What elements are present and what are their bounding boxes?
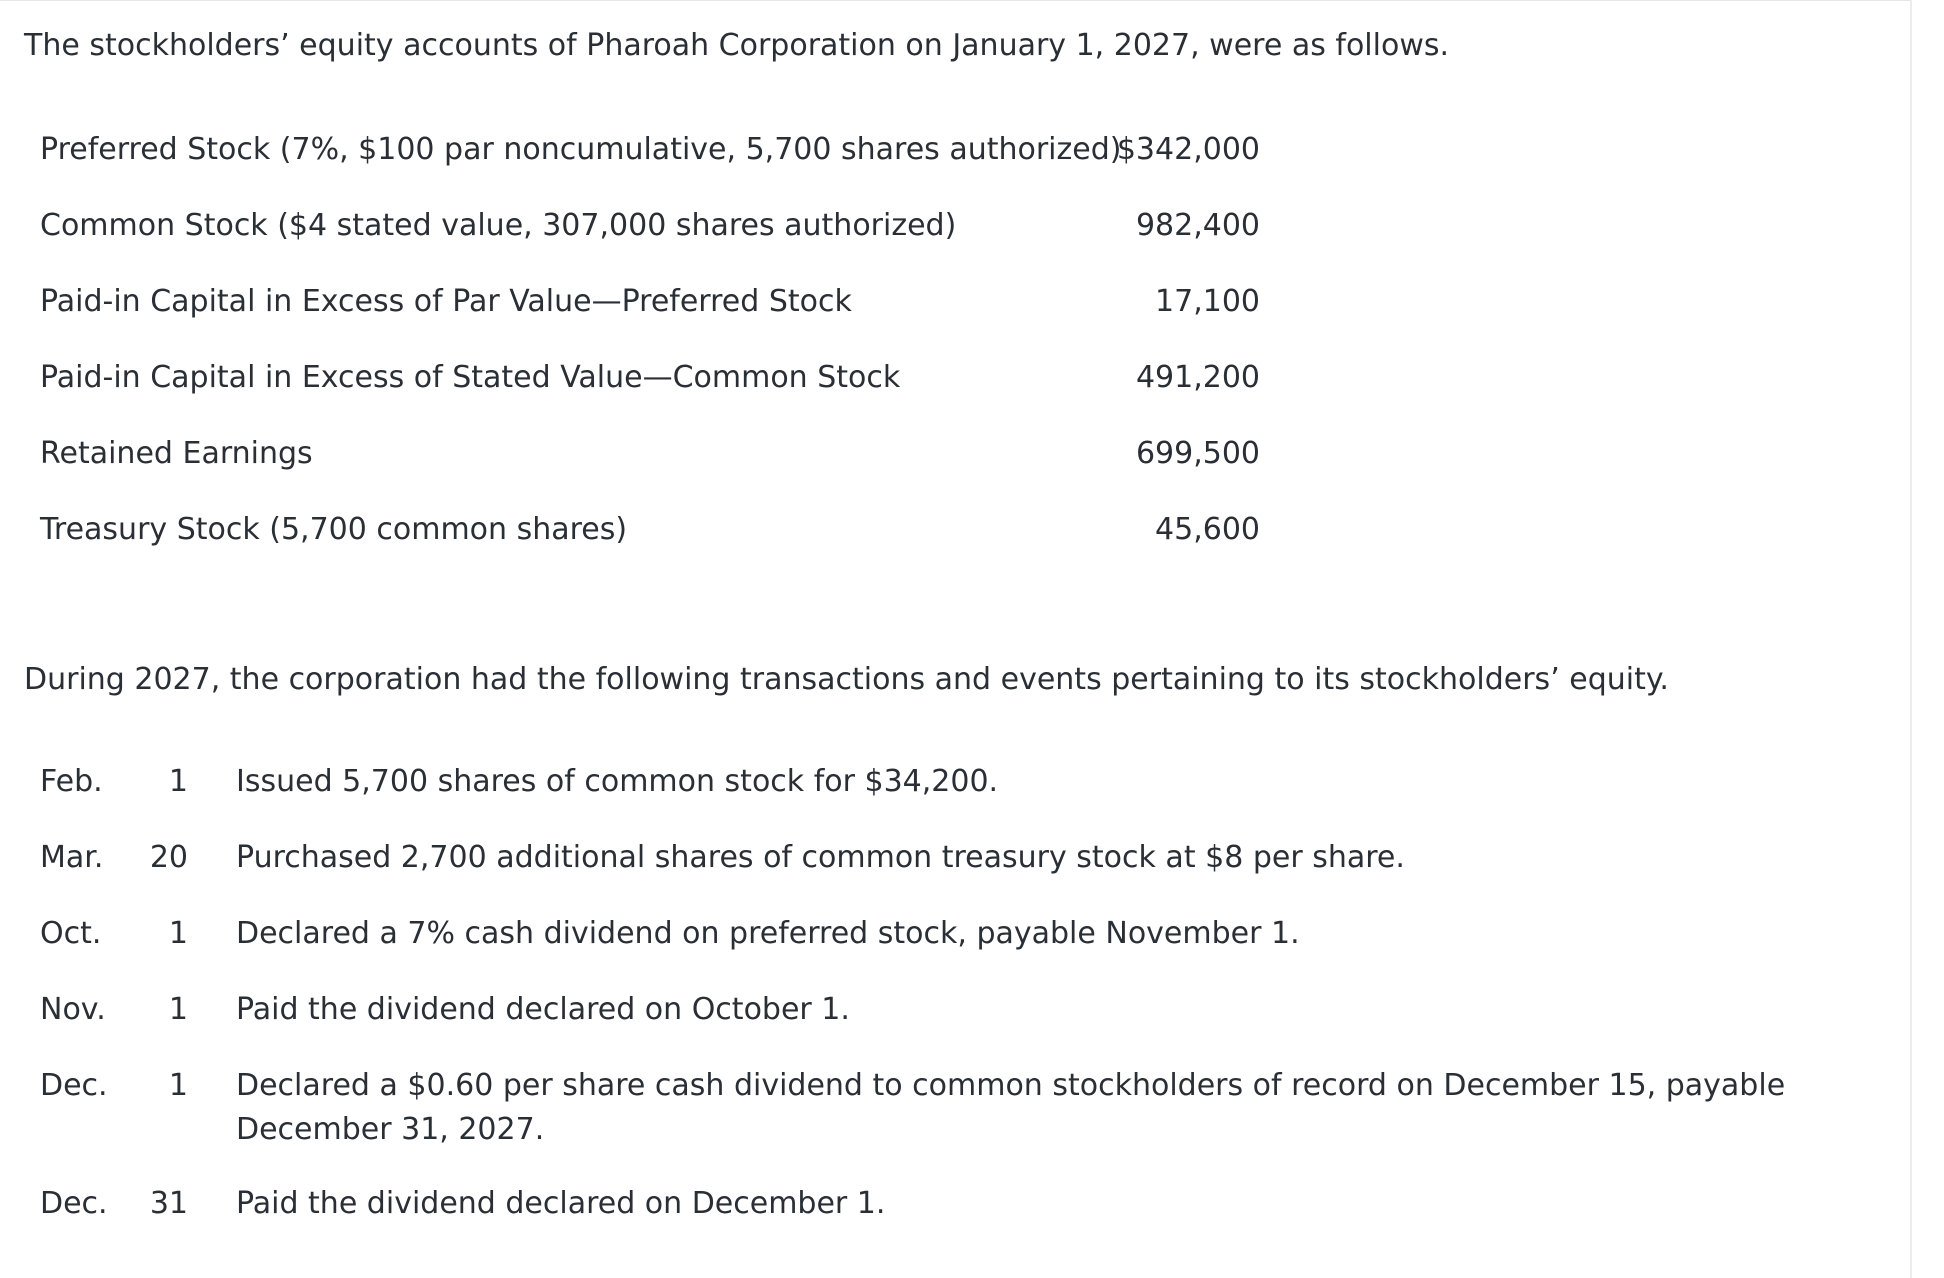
account-amount: 982,400: [1135, 208, 1260, 243]
transaction-description: Declared a $0.60 per share cash dividend to common stockholders of record on December 15, payable December 31, 2027.: [236, 1068, 1786, 1147]
transaction-row: [40, 758, 1894, 806]
account-amount: $342,000: [1116, 132, 1260, 167]
transaction-description: Paid the dividend declared on October 1.: [236, 992, 850, 1027]
equity-accounts-table: [40, 126, 1260, 582]
account-amount: 17,100: [1155, 284, 1260, 319]
account-row: [40, 202, 1260, 278]
transaction-month: Nov.: [40, 992, 106, 1027]
transaction-day: 1: [168, 1068, 188, 1103]
transaction-row: [40, 986, 1894, 1034]
transaction-day: 31: [149, 1186, 188, 1221]
account-amount: 45,600: [1155, 512, 1260, 547]
transaction-description: Issued 5,700 shares of common stock for $34,200.: [236, 764, 999, 799]
account-label: Paid-in Capital in Excess of Stated Value—Common Stock: [40, 360, 901, 395]
transaction-month: Dec.: [40, 1186, 108, 1221]
transaction-description: Declared a 7% cash dividend on preferred stock, payable November 1.: [236, 916, 1300, 951]
transaction-day: 1: [168, 764, 188, 799]
transaction-month: Dec.: [40, 1068, 108, 1103]
transaction-row: [40, 910, 1894, 958]
transaction-row: [40, 1180, 1894, 1228]
account-label: Treasury Stock (5,700 common shares): [40, 512, 628, 547]
top-divider: [0, 0, 1910, 1]
transaction-row: [40, 1062, 1894, 1152]
transaction-description: Purchased 2,700 additional shares of common treasury stock at $8 per share.: [236, 840, 1405, 875]
account-label: Paid-in Capital in Excess of Par Value—Preferred Stock: [40, 284, 852, 319]
transactions-intro-text: During 2027, the corporation had the following transactions and events pertaining to its stockholders’ equity.: [24, 662, 1669, 697]
account-label: Common Stock ($4 stated value, 307,000 shares authorized): [40, 208, 957, 243]
account-row: [40, 506, 1260, 582]
transaction-description: Paid the dividend declared on December 1.: [236, 1186, 886, 1221]
transaction-day: 1: [168, 916, 188, 951]
transaction-month: Feb.: [40, 764, 103, 799]
transaction-day: 20: [149, 840, 188, 875]
intro-text: The stockholders’ equity accounts of Pharoah Corporation on January 1, 2027, were as follows.: [24, 28, 1450, 63]
right-scroll-edge: [1910, 0, 1912, 1278]
account-row: [40, 354, 1260, 430]
account-row: [40, 430, 1260, 506]
account-label: Preferred Stock (7%, $100 par noncumulative, 5,700 shares authorized): [40, 132, 1122, 167]
account-amount: 699,500: [1135, 436, 1260, 471]
account-amount: 491,200: [1135, 360, 1260, 395]
account-row: [40, 126, 1260, 202]
transaction-row: [40, 834, 1894, 882]
transactions-list: [40, 758, 1894, 1256]
account-label: Retained Earnings: [40, 436, 313, 471]
account-row: [40, 278, 1260, 354]
transaction-day: 1: [168, 992, 188, 1027]
transaction-month: Mar.: [40, 840, 104, 875]
transaction-month: Oct.: [40, 916, 102, 951]
